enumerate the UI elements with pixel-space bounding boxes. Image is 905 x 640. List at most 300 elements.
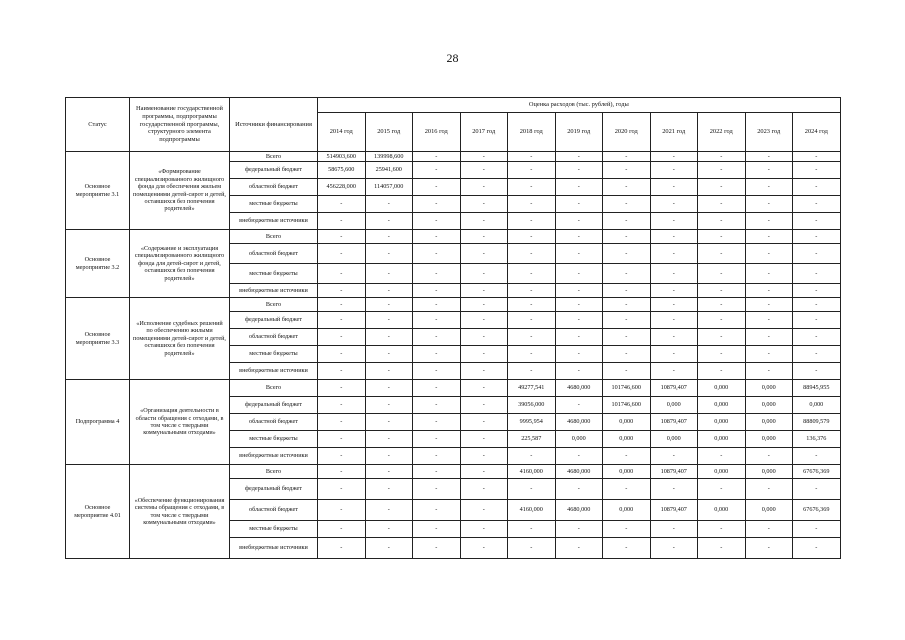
value-cell: - bbox=[460, 346, 508, 363]
status-cell: Основное мероприятие 3.3 bbox=[66, 298, 130, 380]
value-cell: - bbox=[318, 298, 366, 312]
value-cell: 0,000 bbox=[745, 431, 793, 448]
funding-source-cell: областной бюджет bbox=[230, 179, 318, 196]
value-cell: 0,000 bbox=[745, 380, 793, 397]
value-cell: - bbox=[555, 264, 603, 284]
value-cell: 101746,600 bbox=[603, 397, 651, 414]
value-cell: - bbox=[460, 312, 508, 329]
value-cell: - bbox=[555, 179, 603, 196]
value-cell: - bbox=[555, 213, 603, 230]
value-cell: - bbox=[318, 479, 366, 500]
value-cell: - bbox=[698, 363, 746, 380]
funding-source-cell: федеральный бюджет bbox=[230, 397, 318, 414]
value-cell: - bbox=[318, 363, 366, 380]
value-cell: - bbox=[745, 264, 793, 284]
value-cell: - bbox=[460, 380, 508, 397]
funding-source-cell: областной бюджет bbox=[230, 500, 318, 521]
value-cell: - bbox=[413, 162, 461, 179]
year-header: 2024 год bbox=[793, 113, 841, 152]
value-cell: - bbox=[365, 397, 413, 414]
header-estimate: Оценка расходов (тыс. рублей), годы bbox=[318, 98, 841, 113]
value-cell: - bbox=[318, 312, 366, 329]
value-cell: - bbox=[460, 284, 508, 298]
value-cell: - bbox=[318, 380, 366, 397]
value-cell: - bbox=[603, 538, 651, 559]
value-cell: - bbox=[460, 363, 508, 380]
value-cell: - bbox=[555, 298, 603, 312]
value-cell: - bbox=[508, 363, 556, 380]
value-cell: - bbox=[413, 431, 461, 448]
value-cell: - bbox=[603, 152, 651, 162]
value-cell: - bbox=[555, 162, 603, 179]
value-cell: - bbox=[603, 196, 651, 213]
value-cell: - bbox=[698, 479, 746, 500]
value-cell: - bbox=[745, 179, 793, 196]
value-cell: - bbox=[365, 448, 413, 465]
value-cell: - bbox=[698, 521, 746, 538]
value-cell: - bbox=[745, 162, 793, 179]
value-cell: - bbox=[745, 244, 793, 264]
value-cell: - bbox=[460, 179, 508, 196]
value-cell: - bbox=[555, 152, 603, 162]
value-cell: - bbox=[460, 448, 508, 465]
value-cell: - bbox=[508, 213, 556, 230]
table-row bbox=[66, 298, 841, 312]
value-cell: - bbox=[460, 431, 508, 448]
value-cell: - bbox=[650, 448, 698, 465]
value-cell: - bbox=[745, 196, 793, 213]
funding-source-cell: Всего bbox=[230, 298, 318, 312]
value-cell: - bbox=[603, 329, 651, 346]
value-cell: 9995,954 bbox=[508, 414, 556, 431]
value-cell: 514903,600 bbox=[318, 152, 366, 162]
value-cell: - bbox=[650, 264, 698, 284]
value-cell: - bbox=[460, 414, 508, 431]
page-number: 28 bbox=[446, 51, 459, 65]
funding-source-cell: внебюджетные источники bbox=[230, 448, 318, 465]
value-cell: - bbox=[698, 162, 746, 179]
value-cell: - bbox=[413, 538, 461, 559]
value-cell: - bbox=[745, 448, 793, 465]
value-cell: - bbox=[745, 363, 793, 380]
value-cell: - bbox=[365, 298, 413, 312]
value-cell: - bbox=[508, 264, 556, 284]
value-cell: 0,000 bbox=[603, 431, 651, 448]
value-cell: - bbox=[745, 213, 793, 230]
funding-source-cell: федеральный бюджет bbox=[230, 479, 318, 500]
value-cell: 0,000 bbox=[555, 431, 603, 448]
value-cell: - bbox=[460, 521, 508, 538]
value-cell: - bbox=[793, 213, 841, 230]
value-cell: - bbox=[745, 152, 793, 162]
value-cell: - bbox=[555, 284, 603, 298]
value-cell: - bbox=[365, 363, 413, 380]
funding-source-cell: Всего bbox=[230, 465, 318, 479]
value-cell: - bbox=[318, 448, 366, 465]
value-cell: - bbox=[413, 179, 461, 196]
value-cell: - bbox=[413, 363, 461, 380]
funding-source-cell: внебюджетные источники bbox=[230, 538, 318, 559]
value-cell: - bbox=[698, 298, 746, 312]
status-cell: Основное мероприятие 4.01 bbox=[66, 465, 130, 559]
value-cell: - bbox=[460, 500, 508, 521]
value-cell: - bbox=[318, 521, 366, 538]
value-cell: - bbox=[555, 230, 603, 244]
value-cell: - bbox=[603, 363, 651, 380]
value-cell: - bbox=[365, 346, 413, 363]
value-cell: - bbox=[650, 346, 698, 363]
value-cell: 0,000 bbox=[793, 397, 841, 414]
value-cell: - bbox=[318, 538, 366, 559]
year-header: 2015 год bbox=[365, 113, 413, 152]
value-cell: - bbox=[793, 264, 841, 284]
value-cell: - bbox=[698, 196, 746, 213]
value-cell: 0,000 bbox=[603, 465, 651, 479]
value-cell: - bbox=[745, 479, 793, 500]
year-header: 2014 год bbox=[318, 113, 366, 152]
value-cell: 4160,000 bbox=[508, 500, 556, 521]
funding-source-cell: областной бюджет bbox=[230, 329, 318, 346]
year-header: 2017 год bbox=[460, 113, 508, 152]
value-cell: - bbox=[650, 363, 698, 380]
value-cell: - bbox=[650, 213, 698, 230]
value-cell: - bbox=[793, 152, 841, 162]
item-name-cell: «Содержание и эксплуатация специализированного жилищного фонда для детей-сирот и детей, оставшихся без попечения родителей» bbox=[130, 230, 230, 298]
header-source: Источники финансирования bbox=[230, 98, 318, 152]
value-cell: - bbox=[508, 479, 556, 500]
value-cell: - bbox=[793, 244, 841, 264]
header-status: Статус bbox=[66, 98, 130, 152]
value-cell: - bbox=[413, 521, 461, 538]
value-cell: - bbox=[745, 284, 793, 298]
value-cell: 456228,000 bbox=[318, 179, 366, 196]
value-cell: - bbox=[745, 538, 793, 559]
value-cell: - bbox=[508, 298, 556, 312]
value-cell: 0,000 bbox=[745, 500, 793, 521]
value-cell: 0,000 bbox=[603, 500, 651, 521]
value-cell: - bbox=[793, 521, 841, 538]
value-cell: - bbox=[650, 152, 698, 162]
year-header: 2019 год bbox=[555, 113, 603, 152]
value-cell: - bbox=[413, 213, 461, 230]
value-cell: - bbox=[460, 298, 508, 312]
value-cell: - bbox=[555, 538, 603, 559]
value-cell: - bbox=[603, 179, 651, 196]
value-cell: - bbox=[698, 230, 746, 244]
value-cell: - bbox=[698, 312, 746, 329]
funding-source-cell: областной бюджет bbox=[230, 244, 318, 264]
value-cell: 0,000 bbox=[745, 465, 793, 479]
value-cell: - bbox=[413, 329, 461, 346]
value-cell: - bbox=[698, 244, 746, 264]
value-cell: 10879,407 bbox=[650, 414, 698, 431]
value-cell: 0,000 bbox=[698, 397, 746, 414]
value-cell: 0,000 bbox=[745, 414, 793, 431]
year-header: 2016 год bbox=[413, 113, 461, 152]
value-cell: 0,000 bbox=[698, 414, 746, 431]
value-cell: - bbox=[650, 284, 698, 298]
value-cell: - bbox=[365, 538, 413, 559]
value-cell: - bbox=[555, 521, 603, 538]
value-cell: - bbox=[603, 264, 651, 284]
status-cell: Основное мероприятие 3.1 bbox=[66, 152, 130, 230]
value-cell: - bbox=[555, 196, 603, 213]
funding-source-cell: местные бюджеты bbox=[230, 521, 318, 538]
value-cell: - bbox=[650, 312, 698, 329]
value-cell: - bbox=[793, 363, 841, 380]
value-cell: - bbox=[508, 230, 556, 244]
value-cell: - bbox=[413, 312, 461, 329]
value-cell: - bbox=[365, 284, 413, 298]
value-cell: - bbox=[745, 312, 793, 329]
value-cell: - bbox=[508, 346, 556, 363]
value-cell: - bbox=[793, 346, 841, 363]
value-cell: 67676,369 bbox=[793, 500, 841, 521]
value-cell: - bbox=[698, 152, 746, 162]
funding-source-cell: внебюджетные источники bbox=[230, 363, 318, 380]
value-cell: - bbox=[603, 244, 651, 264]
value-cell: - bbox=[555, 244, 603, 264]
value-cell: - bbox=[793, 329, 841, 346]
funding-source-cell: Всего bbox=[230, 152, 318, 162]
value-cell: 0,000 bbox=[698, 380, 746, 397]
value-cell: - bbox=[650, 521, 698, 538]
value-cell: - bbox=[365, 329, 413, 346]
value-cell: - bbox=[698, 448, 746, 465]
value-cell: - bbox=[650, 244, 698, 264]
value-cell: - bbox=[603, 298, 651, 312]
value-cell: - bbox=[793, 230, 841, 244]
value-cell: - bbox=[603, 479, 651, 500]
value-cell: - bbox=[698, 179, 746, 196]
value-cell: - bbox=[698, 284, 746, 298]
table-row bbox=[66, 465, 841, 479]
value-cell: - bbox=[413, 414, 461, 431]
value-cell: 4160,000 bbox=[508, 465, 556, 479]
value-cell: - bbox=[413, 284, 461, 298]
value-cell: - bbox=[508, 244, 556, 264]
value-cell: - bbox=[650, 329, 698, 346]
value-cell: - bbox=[413, 264, 461, 284]
value-cell: 88945,955 bbox=[793, 380, 841, 397]
table-row bbox=[66, 380, 841, 397]
value-cell: - bbox=[365, 521, 413, 538]
value-cell: - bbox=[508, 196, 556, 213]
value-cell: - bbox=[650, 179, 698, 196]
value-cell: - bbox=[508, 448, 556, 465]
table-body bbox=[66, 152, 841, 559]
value-cell: - bbox=[365, 264, 413, 284]
value-cell: 225,587 bbox=[508, 431, 556, 448]
value-cell: 10879,407 bbox=[650, 500, 698, 521]
value-cell: - bbox=[555, 346, 603, 363]
value-cell: - bbox=[318, 431, 366, 448]
funding-source-cell: федеральный бюджет bbox=[230, 312, 318, 329]
value-cell: - bbox=[745, 298, 793, 312]
year-header: 2018 год bbox=[508, 113, 556, 152]
value-cell: - bbox=[793, 479, 841, 500]
value-cell: - bbox=[318, 397, 366, 414]
value-cell: - bbox=[650, 230, 698, 244]
value-cell: 4680,000 bbox=[555, 465, 603, 479]
funding-source-cell: местные бюджеты bbox=[230, 196, 318, 213]
value-cell: - bbox=[508, 312, 556, 329]
item-name-cell: «Обеспечение функционирования системы обращения с отходами, в том числе с твердыми коммунальными отходами» bbox=[130, 465, 230, 559]
table-row bbox=[66, 230, 841, 244]
value-cell: - bbox=[460, 465, 508, 479]
value-cell: - bbox=[460, 152, 508, 162]
value-cell: - bbox=[413, 465, 461, 479]
value-cell: - bbox=[603, 284, 651, 298]
value-cell: - bbox=[413, 230, 461, 244]
value-cell: - bbox=[365, 431, 413, 448]
value-cell: - bbox=[460, 538, 508, 559]
value-cell: - bbox=[555, 479, 603, 500]
value-cell: - bbox=[650, 538, 698, 559]
funding-source-cell: внебюджетные источники bbox=[230, 213, 318, 230]
value-cell: - bbox=[793, 298, 841, 312]
value-cell: 25941,600 bbox=[365, 162, 413, 179]
value-cell: - bbox=[603, 346, 651, 363]
value-cell: - bbox=[318, 264, 366, 284]
value-cell: - bbox=[365, 500, 413, 521]
value-cell: 0,000 bbox=[698, 500, 746, 521]
value-cell: - bbox=[365, 213, 413, 230]
value-cell: - bbox=[365, 380, 413, 397]
value-cell: - bbox=[318, 414, 366, 431]
value-cell: - bbox=[650, 162, 698, 179]
value-cell: - bbox=[603, 312, 651, 329]
value-cell: - bbox=[698, 346, 746, 363]
value-cell: - bbox=[460, 329, 508, 346]
value-cell: - bbox=[508, 179, 556, 196]
value-cell: - bbox=[698, 213, 746, 230]
value-cell: - bbox=[318, 500, 366, 521]
item-name-cell: «Исполнение судебных решений по обеспечению жилыми помещениями детей-сирот и детей, оставшихся без попечения родителей» bbox=[130, 298, 230, 380]
value-cell: - bbox=[365, 465, 413, 479]
value-cell: - bbox=[460, 264, 508, 284]
value-cell: - bbox=[413, 346, 461, 363]
value-cell: - bbox=[318, 244, 366, 264]
value-cell: - bbox=[460, 479, 508, 500]
value-cell: - bbox=[318, 213, 366, 230]
value-cell: - bbox=[745, 346, 793, 363]
value-cell: - bbox=[650, 298, 698, 312]
value-cell: - bbox=[793, 312, 841, 329]
table-row bbox=[66, 152, 841, 162]
year-header: 2020 год bbox=[603, 113, 651, 152]
funding-source-cell: местные бюджеты bbox=[230, 264, 318, 284]
value-cell: - bbox=[460, 196, 508, 213]
value-cell: - bbox=[698, 264, 746, 284]
value-cell: - bbox=[793, 196, 841, 213]
budget-table bbox=[65, 97, 841, 559]
value-cell: - bbox=[745, 230, 793, 244]
value-cell: - bbox=[413, 500, 461, 521]
value-cell: - bbox=[365, 230, 413, 244]
value-cell: 114057,000 bbox=[365, 179, 413, 196]
value-cell: - bbox=[413, 479, 461, 500]
value-cell: - bbox=[555, 448, 603, 465]
value-cell: - bbox=[460, 244, 508, 264]
value-cell: 0,000 bbox=[745, 397, 793, 414]
value-cell: - bbox=[460, 213, 508, 230]
value-cell: - bbox=[650, 196, 698, 213]
value-cell: 136,376 bbox=[793, 431, 841, 448]
value-cell: - bbox=[318, 196, 366, 213]
year-header: 2022 год bbox=[698, 113, 746, 152]
value-cell: - bbox=[745, 521, 793, 538]
value-cell: - bbox=[793, 538, 841, 559]
year-header: 2023 год bbox=[745, 113, 793, 152]
value-cell: - bbox=[318, 465, 366, 479]
value-cell: 0,000 bbox=[603, 414, 651, 431]
value-cell: - bbox=[508, 521, 556, 538]
value-cell: - bbox=[603, 162, 651, 179]
value-cell: 101746,600 bbox=[603, 380, 651, 397]
value-cell: - bbox=[365, 312, 413, 329]
funding-source-cell: областной бюджет bbox=[230, 414, 318, 431]
status-cell: Подпрограмма 4 bbox=[66, 380, 130, 465]
value-cell: 139998,600 bbox=[365, 152, 413, 162]
funding-source-cell: местные бюджеты bbox=[230, 431, 318, 448]
value-cell: - bbox=[793, 284, 841, 298]
value-cell: - bbox=[555, 363, 603, 380]
item-name-cell: «Организация деятельности в области обращения с отходами, в том числе с твердыми коммунальными отходами» bbox=[130, 380, 230, 465]
value-cell: - bbox=[365, 414, 413, 431]
status-cell: Основное мероприятие 3.2 bbox=[66, 230, 130, 298]
value-cell: - bbox=[318, 284, 366, 298]
value-cell: - bbox=[603, 230, 651, 244]
value-cell: - bbox=[365, 196, 413, 213]
value-cell: - bbox=[318, 329, 366, 346]
value-cell: - bbox=[603, 521, 651, 538]
value-cell: 0,000 bbox=[698, 465, 746, 479]
header-name: Наименование государственной программы, подпрограммы государственной программы, структурного элемента подпрограммы bbox=[130, 98, 230, 152]
value-cell: - bbox=[555, 397, 603, 414]
year-header: 2021 год bbox=[650, 113, 698, 152]
value-cell: 4680,000 bbox=[555, 414, 603, 431]
value-cell: - bbox=[555, 312, 603, 329]
value-cell: 4680,000 bbox=[555, 380, 603, 397]
value-cell: - bbox=[508, 162, 556, 179]
value-cell: - bbox=[650, 479, 698, 500]
value-cell: 0,000 bbox=[650, 397, 698, 414]
value-cell: - bbox=[365, 479, 413, 500]
value-cell: - bbox=[603, 448, 651, 465]
value-cell: - bbox=[793, 162, 841, 179]
value-cell: 10879,407 bbox=[650, 380, 698, 397]
value-cell: - bbox=[413, 448, 461, 465]
funding-source-cell: внебюджетные источники bbox=[230, 284, 318, 298]
value-cell: - bbox=[508, 284, 556, 298]
value-cell: 58675,600 bbox=[318, 162, 366, 179]
value-cell: - bbox=[698, 329, 746, 346]
value-cell: - bbox=[603, 213, 651, 230]
item-name-cell: «Формирование специализированного жилищного фонда для обеспечения жильем помещениями детей-сирот и детей, оставшихся без попечения родителей» bbox=[130, 152, 230, 230]
value-cell: - bbox=[793, 179, 841, 196]
value-cell: - bbox=[508, 538, 556, 559]
value-cell: - bbox=[460, 397, 508, 414]
value-cell: - bbox=[413, 298, 461, 312]
funding-source-cell: Всего bbox=[230, 380, 318, 397]
funding-source-cell: федеральный бюджет bbox=[230, 162, 318, 179]
value-cell: - bbox=[365, 244, 413, 264]
value-cell: 0,000 bbox=[650, 431, 698, 448]
value-cell: - bbox=[508, 329, 556, 346]
value-cell: - bbox=[413, 152, 461, 162]
funding-source-cell: местные бюджеты bbox=[230, 346, 318, 363]
